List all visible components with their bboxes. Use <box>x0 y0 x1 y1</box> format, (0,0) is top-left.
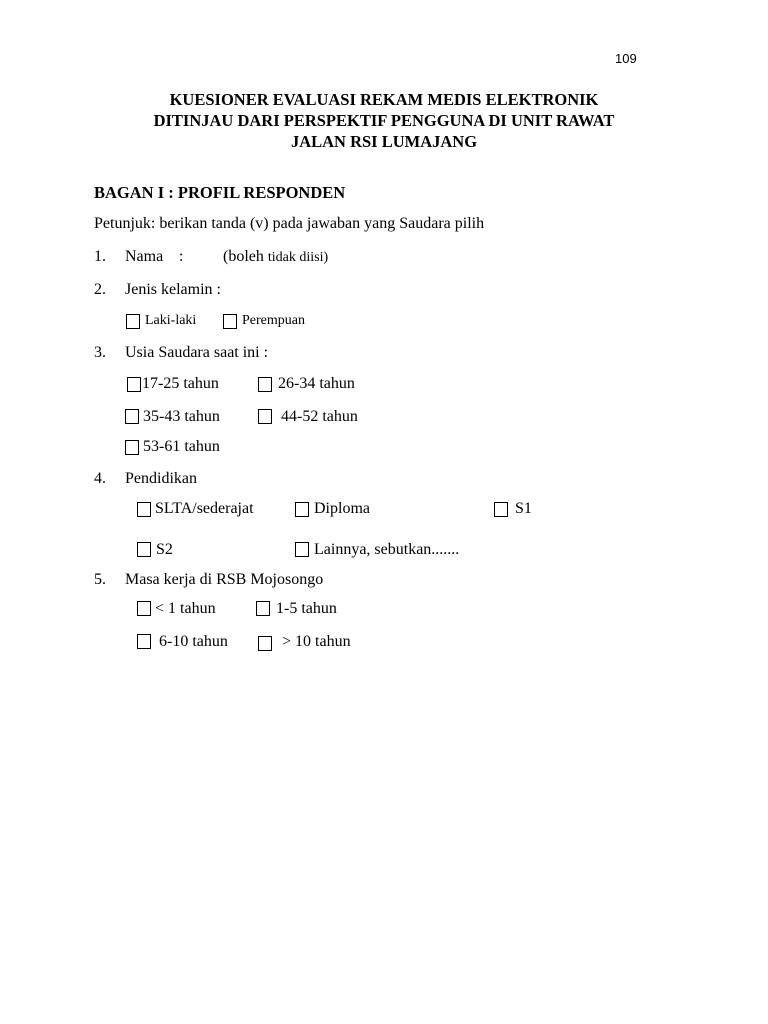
title-line-2: DITINJAU DARI PERSPEKTIF PENGGUNA DI UNIT RAWAT <box>153 111 615 130</box>
option-26-34: 26-34 tahun <box>278 375 355 392</box>
question-4-label: Pendidikan <box>125 470 197 487</box>
page-number: 109 <box>615 51 637 66</box>
instruction-text: Petunjuk: berikan tanda (v) pada jawaban yang Saudara pilih <box>94 215 485 232</box>
title-line-3: JALAN RSI LUMAJANG <box>290 132 478 151</box>
checkbox-perempuan[interactable] <box>223 314 237 329</box>
question-3-number: 3. <box>94 344 106 361</box>
question-3-label: Usia Saudara saat ini : <box>125 344 269 361</box>
question-1-colon: : <box>179 248 184 265</box>
question-1-number: 1. <box>94 248 106 265</box>
option-lainnya: Lainnya, sebutkan....... <box>314 541 460 558</box>
checkbox-laki-laki[interactable] <box>126 314 140 329</box>
option-35-43: 35-43 tahun <box>143 408 220 425</box>
option-1-5: 1-5 tahun <box>276 600 337 617</box>
checkbox-1-5[interactable] <box>256 601 270 616</box>
checkbox-35-43[interactable] <box>125 409 139 424</box>
section-heading: BAGAN I : PROFIL RESPONDEN <box>94 183 346 202</box>
checkbox-less-1[interactable] <box>137 601 151 616</box>
option-more-10: > 10 tahun <box>282 633 351 650</box>
title-line-1: KUESIONER EVALUASI REKAM MEDIS ELEKTRONIK <box>169 90 599 109</box>
checkbox-53-61[interactable] <box>125 440 139 455</box>
question-5-label: Masa kerja di RSB Mojosongo <box>125 571 324 588</box>
checkbox-s1[interactable] <box>494 502 508 517</box>
question-1-note-end: tidak diisi) <box>267 250 329 265</box>
option-perempuan: Perempuan <box>242 313 305 328</box>
question-4-number: 4. <box>94 470 106 487</box>
checkbox-more-10[interactable] <box>258 636 272 651</box>
option-laki-laki: Laki-laki <box>145 313 197 328</box>
option-s2: S2 <box>156 541 173 558</box>
question-2-label: Jenis kelamin : <box>125 281 221 298</box>
option-s1: S1 <box>515 500 532 517</box>
question-5-number: 5. <box>94 571 106 588</box>
option-53-61: 53-61 tahun <box>143 438 220 455</box>
option-diploma: Diploma <box>314 500 370 517</box>
option-6-10: 6-10 tahun <box>159 633 228 650</box>
option-44-52: 44-52 tahun <box>281 408 358 425</box>
question-1-label: Nama <box>125 248 164 265</box>
checkbox-26-34[interactable] <box>258 377 272 392</box>
checkbox-17-25[interactable] <box>127 377 141 392</box>
document-title <box>0 89 768 152</box>
option-slta: SLTA/sederajat <box>155 500 254 517</box>
checkbox-slta[interactable] <box>137 502 151 517</box>
question-1-note-start: (boleh <box>223 248 264 265</box>
question-2-number: 2. <box>94 281 106 298</box>
option-less-1: < 1 tahun <box>155 600 216 617</box>
option-17-25: 17-25 tahun <box>142 375 219 392</box>
question-1-note <box>223 248 328 266</box>
checkbox-s2[interactable] <box>137 542 151 557</box>
checkbox-44-52[interactable] <box>258 409 272 424</box>
checkbox-lainnya[interactable] <box>295 542 309 557</box>
checkbox-diploma[interactable] <box>295 502 309 517</box>
checkbox-6-10[interactable] <box>137 634 151 649</box>
